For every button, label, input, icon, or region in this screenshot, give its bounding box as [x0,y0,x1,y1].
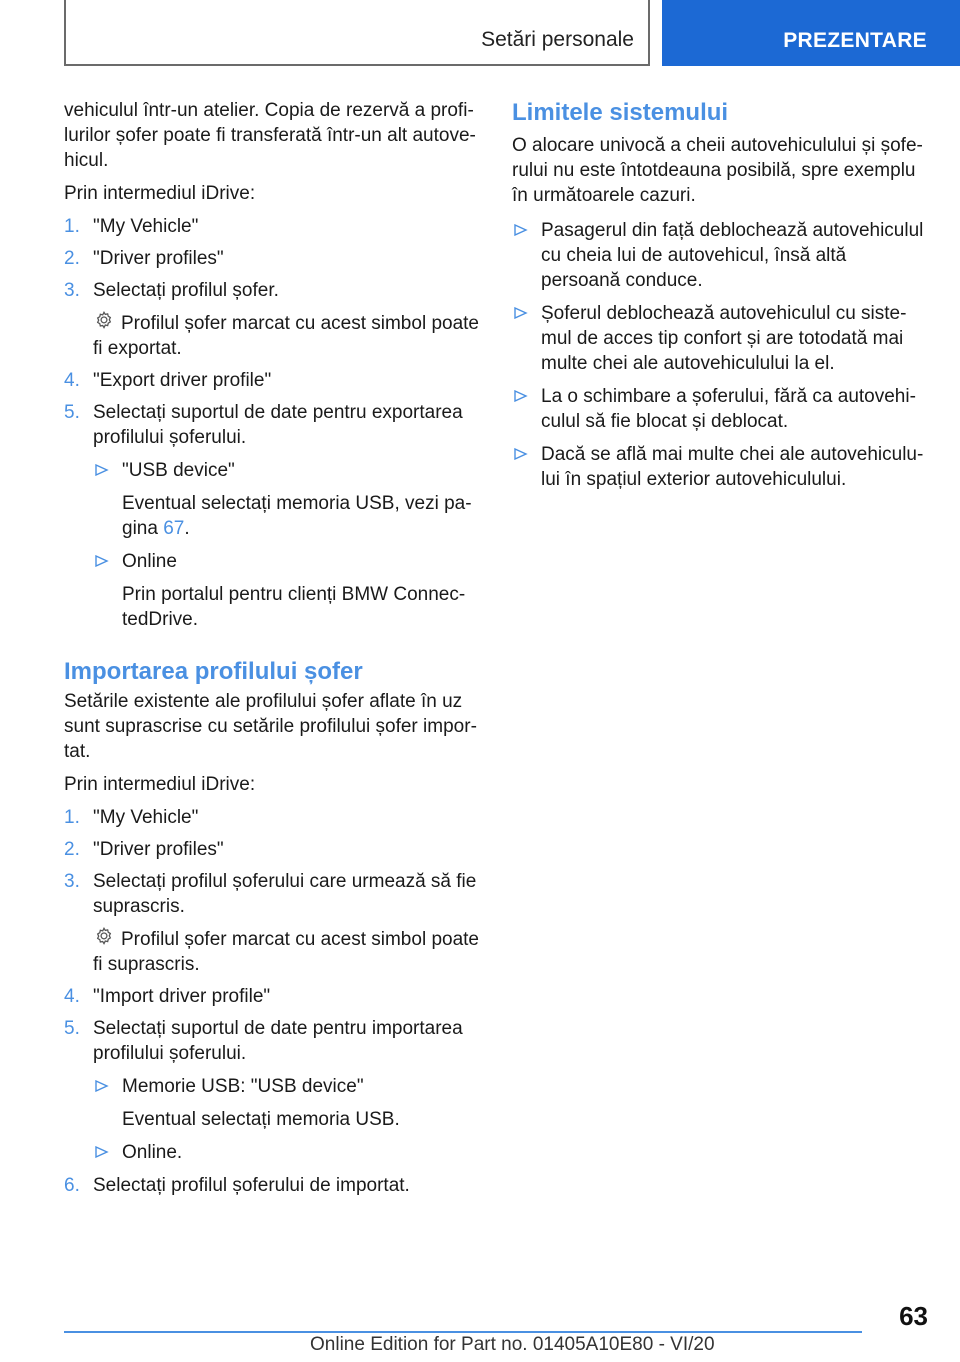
step-text: Selectați profilul șofer. [93,280,279,301]
triangle-right-icon [514,390,528,402]
import-via-idrive-text: Prin intermediul iDrive: [64,774,256,795]
step-text: "Driver profiles" [93,248,224,269]
system-limits-heading: Limitele sistemului [512,99,729,126]
step-text: "My Vehicle" [93,216,199,237]
triangle-right-icon [514,307,528,319]
step-number: 4. [64,986,80,1007]
list-item [64,1173,480,1198]
triangle-right-icon [95,464,109,476]
list-item [64,869,480,977]
step-number: 5. [64,1018,80,1039]
import-heading: Importarea profilului șofer [64,658,363,685]
step-number: 6. [64,1175,80,1196]
footer-divider [64,1331,862,1333]
list-item [64,400,480,632]
case-text: Șoferul deblochează autovehiculul cu sistemul de acces tip confort și are totodată mai multe chei ale autovehiculului la el. [541,303,907,374]
step-number: 3. [64,280,80,301]
list-item [512,384,930,434]
system-limits-list [512,218,930,492]
step-number: 1. [64,216,80,237]
triangle-right-icon [514,448,528,460]
list-item [64,805,480,830]
header-section-title: Setări personale [481,28,634,51]
step-number: 2. [64,839,80,860]
step-note [93,926,480,977]
system-limits-intro: O alocare univocă a cheii autovehiculului și șoferului nu este întotdeauna posibilă, spre exemplu în următoarele cazuri. [512,135,923,206]
page-link[interactable]: 67 [163,518,185,539]
option-label: Online. [122,1142,183,1163]
step-text: "My Vehicle" [93,807,199,828]
option-note [122,491,480,541]
list-item [93,1140,480,1165]
list-item [64,984,480,1009]
export-steps-list [64,214,480,632]
list-item [64,246,480,271]
triangle-right-icon [95,555,109,567]
step-number: 4. [64,370,80,391]
option-note: Eventual selectați memoria USB. [122,1109,400,1130]
list-item [512,301,930,376]
header-section-box [64,0,650,66]
import-steps-list [64,805,480,1198]
export-options-list [93,458,480,632]
step-note-text: Profilul șofer marcat cu acest simbol poate fi suprascris. [93,929,479,975]
step-number: 3. [64,871,80,892]
triangle-right-icon [95,1146,109,1158]
option-note-text: Eventual selectați memoria USB, vezi pagina [122,493,472,539]
step-text: Selectați suportul de date pentru importarea profilului șoferului. [93,1018,463,1064]
step-number: 2. [64,248,80,269]
case-text: La o schimbare a șoferului, fără ca autovehiculul să fie blocat și deblocat. [541,386,916,432]
step-note-text: Profilul șofer marcat cu acest simbol poate fi exportat. [93,313,479,359]
list-item [64,837,480,862]
step-text: Selectați profilul șoferului care urmează să fie suprascris. [93,871,477,917]
option-label: "USB device" [122,460,235,481]
list-item [93,549,480,632]
list-item [64,214,480,239]
page-number: 63 [899,1301,928,1331]
step-number: 1. [64,807,80,828]
triangle-right-icon [514,224,528,236]
list-item [512,442,930,492]
gear-icon [93,926,115,948]
option-note: Prin portalul pentru clienți BMW ConnectedDrive. [122,584,466,630]
step-number: 5. [64,402,80,423]
list-item [93,458,480,541]
list-item [512,218,930,293]
step-text: Selectați profilul șoferului de importat. [93,1175,410,1196]
case-text: Pasagerul din față deblochează autovehiculul cu cheia lui de autovehicul, însă altă persoană conduce. [541,220,924,291]
left-column [64,98,480,1198]
option-label: Online [122,551,177,572]
right-column [512,98,930,500]
step-text: "Import driver profile" [93,986,271,1007]
list-item [64,1016,480,1165]
list-item [64,368,480,393]
header-chapter-title: PREZENTARE [783,29,927,52]
list-item [93,1074,480,1132]
triangle-right-icon [95,1080,109,1092]
via-idrive-text: Prin intermediul iDrive: [64,183,256,204]
import-options-list [93,1074,480,1165]
step-note [93,310,480,361]
step-text: "Driver profiles" [93,839,224,860]
header-chapter-tab [662,0,960,66]
step-text: "Export driver profile" [93,370,272,391]
import-intro-paragraph: Setările existente ale profilului șofer aflate în uz sunt suprascrise cu setările profilului șofer importat. [64,691,477,762]
option-label: Memorie USB: "USB device" [122,1076,364,1097]
footer-edition: Online Edition for Part no. 01405A10E80 - VI/20 [310,1334,715,1355]
option-note-suffix: . [184,518,190,539]
intro-paragraph: vehiculul într-un atelier. Copia de rezervă a profilurilor șofer poate fi transferată într-un alt autovehicul. [64,100,476,171]
gear-icon [93,310,115,332]
step-text: Selectați suportul de date pentru exportarea profilului șoferului. [93,402,463,448]
case-text: Dacă se află mai multe chei ale autovehiculului în spațiul exterior autovehiculului. [541,444,924,490]
list-item [64,278,480,361]
